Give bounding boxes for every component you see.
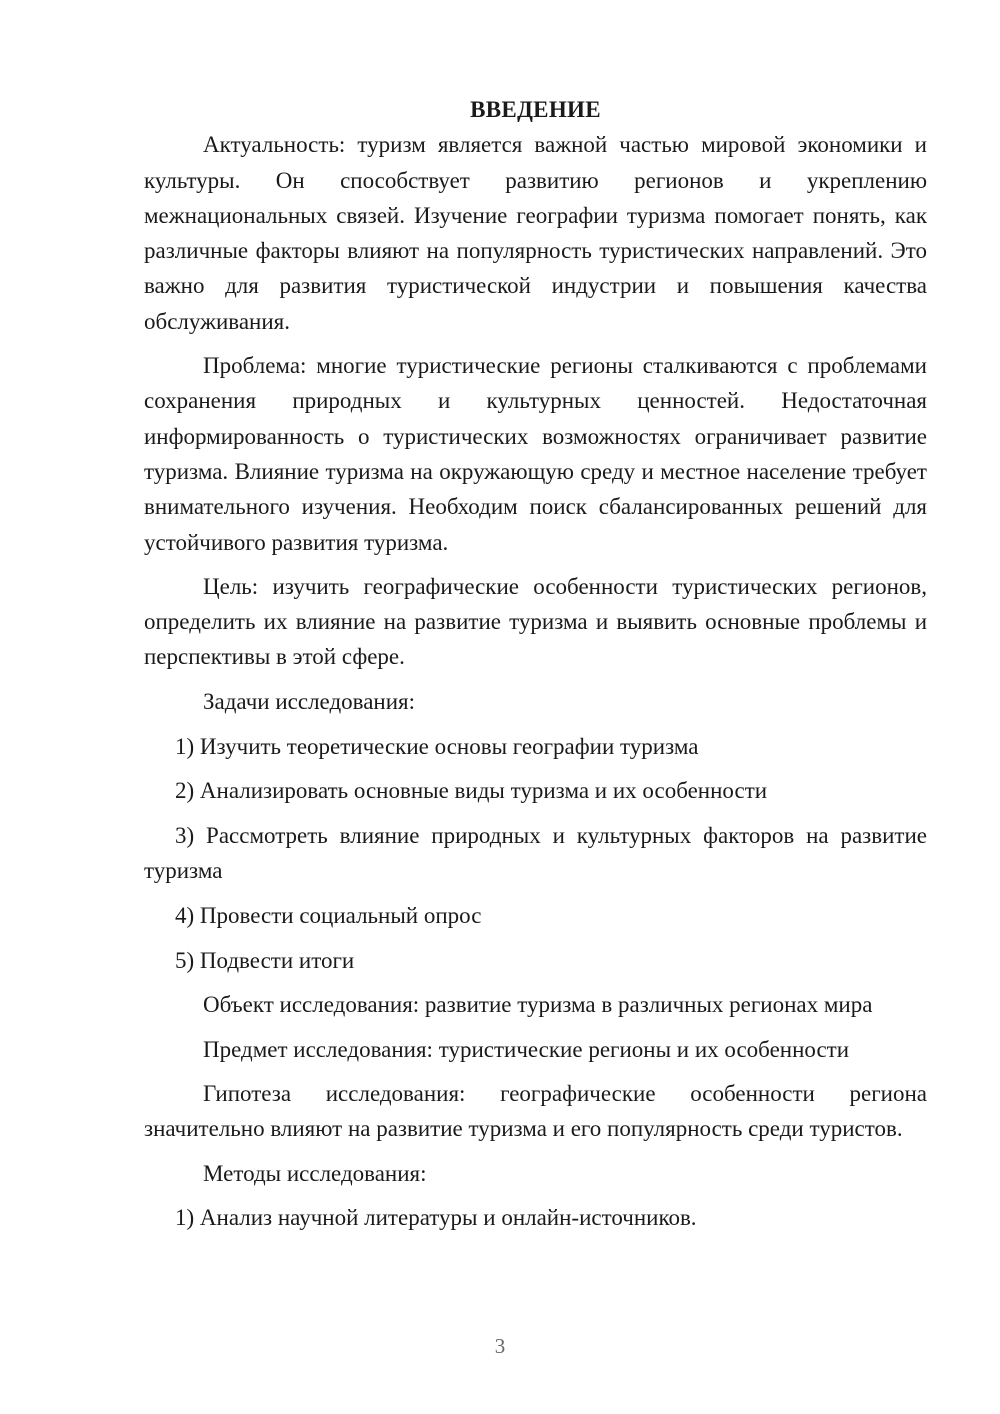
- document-body: [144, 92, 927, 1236]
- method-item-1: 1) Анализ научной литературы и онлайн-источников.: [175, 1205, 697, 1231]
- methods-heading: Методы исследования:: [203, 1160, 427, 1186]
- task-item-5: 5) Подвести итоги: [175, 948, 355, 974]
- paragraph-goal: Цель: изучить географические особенности туристических регионов, определить их влияние на развитие туризма и выявить основные проблемы и перспективы в этой сфере.: [144, 573, 927, 670]
- paragraph-object: Объект исследования: развитие туризма в различных регионах мира: [203, 992, 873, 1018]
- task-item-1: 1) Изучить теоретические основы географии туризма: [175, 733, 699, 759]
- paragraph-problem: Проблема: многие туристические регионы сталкиваются с проблемами сохранения природных и культурных ценностей. Недостаточная информированность о туристических возможностях ограничивает развитие туризма. Влияние туризма на окружающую среду и местное население требует внимательного изучения. Необходим поиск сбалансированных решений для устойчивого развития туризма.: [144, 353, 927, 555]
- page-number: 3: [494, 1334, 506, 1358]
- page-title: ВВЕДЕНИЕ: [470, 97, 601, 122]
- task-item-4: 4) Провести социальный опрос: [175, 903, 482, 929]
- tasks-heading: Задачи исследования:: [203, 688, 416, 714]
- paragraph-hypothesis: Гипотеза исследования: географические особенности региона значительно влияют на развитие туризма и его популярность среди туристов.: [144, 1080, 927, 1142]
- task-item-2: 2) Анализировать основные виды туризма и их особенности: [175, 778, 768, 804]
- task-item-3: 3) Рассмотреть влияние природных и культурных факторов на развитие туризма: [144, 823, 927, 884]
- paragraph-subject: Предмет исследования: туристические регионы и их особенности: [203, 1036, 850, 1062]
- paragraph-relevance: Актуальность: туризм является важной частью мировой экономики и культуры. Он способствует развитию регионов и укреплению межнациональных связей. Изучение географии туризма помогает понять, как различные факторы влияют на популярность туристических направлений. Это важно для развития туристической индустрии и повышения качества обслуживания.: [144, 132, 927, 334]
